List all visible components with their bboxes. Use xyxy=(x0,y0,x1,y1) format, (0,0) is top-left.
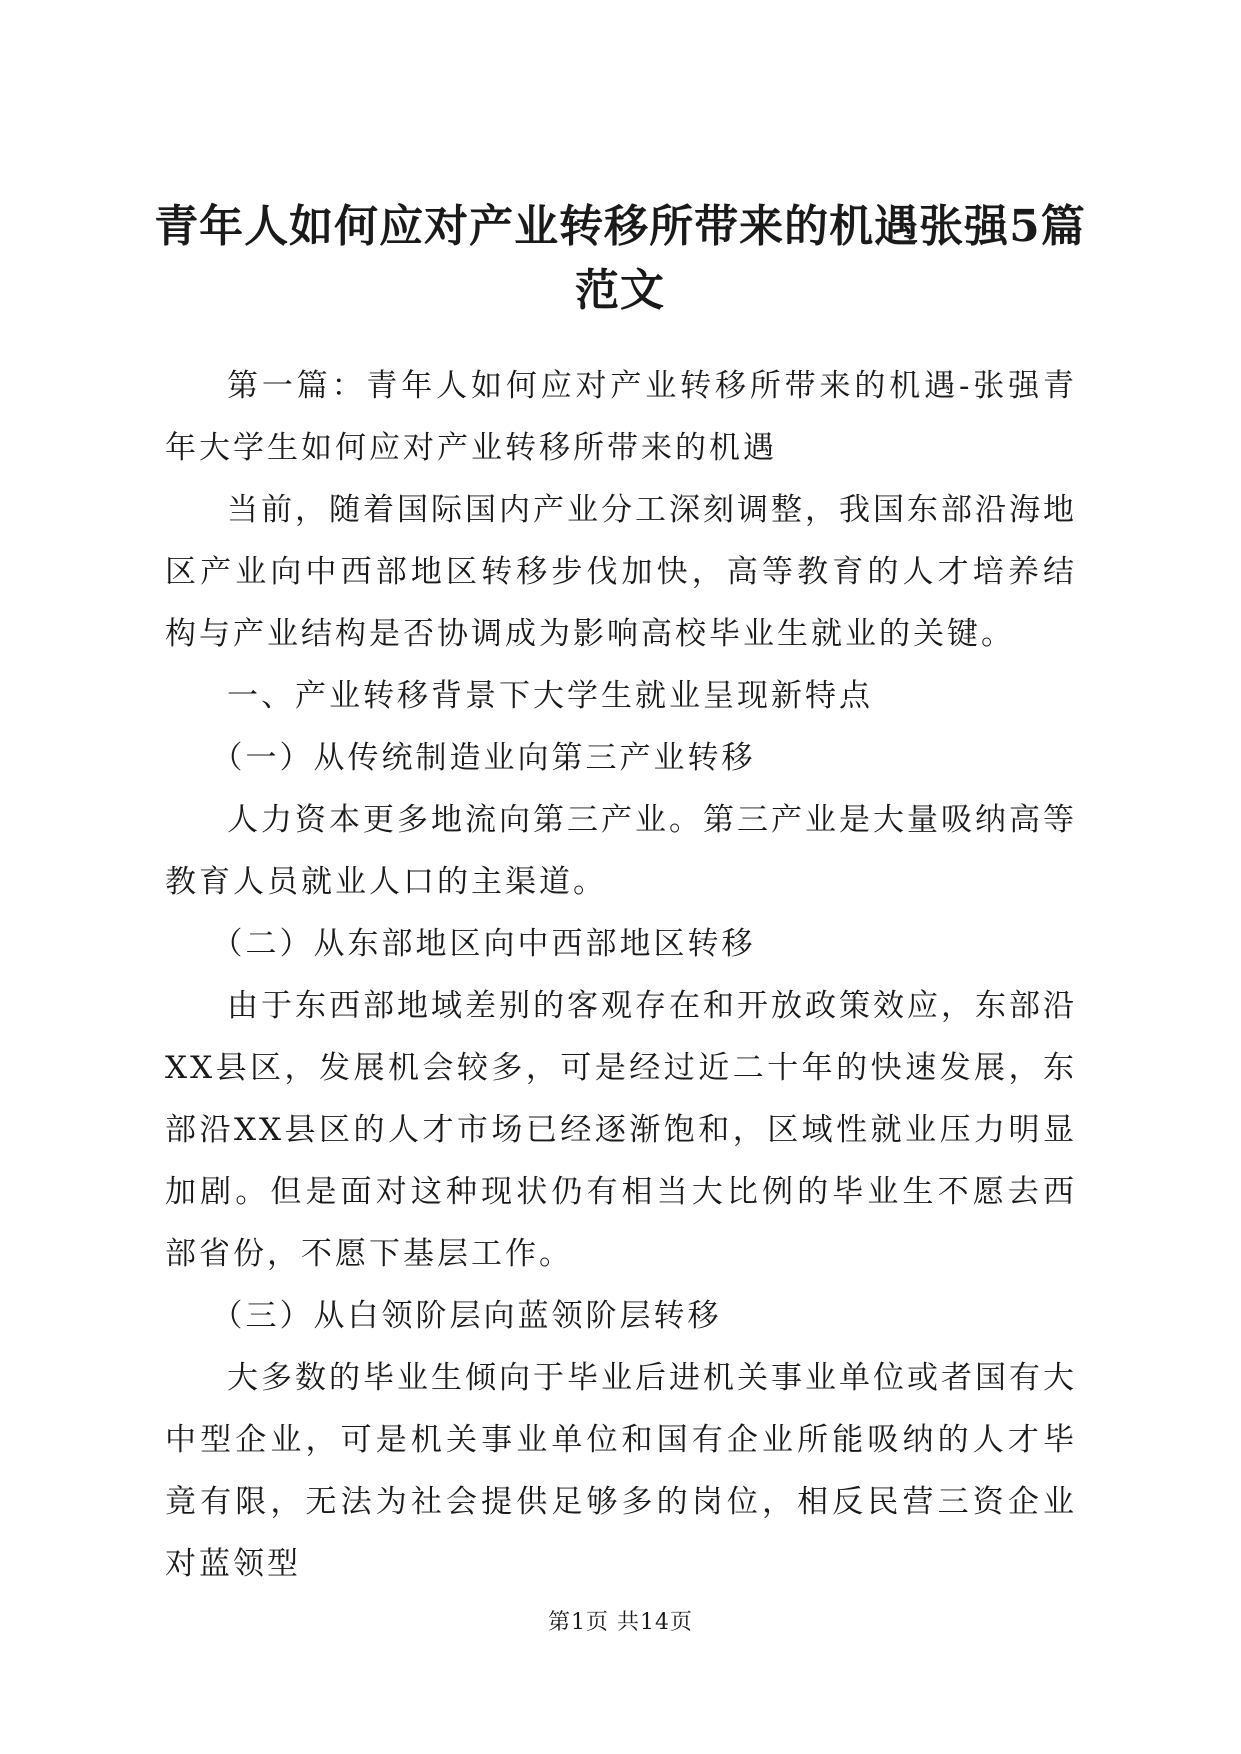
subsection-heading-2: （二）从东部地区向中西部地区转移 xyxy=(211,926,756,962)
page-footer: 第1页 共14页 xyxy=(548,1610,693,1635)
paragraph-white-blue-collar: 大多数的毕业生倾向于毕业后进机关事业单位或者国有大中型企业，可是机关事业单位和国有企业所能吸纳的人才毕竟有限，无法为社会提供足够多的岗位，相反民营三资企业对蓝领型 xyxy=(165,1360,1077,1582)
document-body xyxy=(165,355,1077,1595)
paragraph-tertiary-industry: 人力资本更多地流向第三产业。第三产业是大量吸纳高等教育人员就业人口的主渠道。 xyxy=(165,802,1077,900)
paragraph-east-west: 由于东西部地域差别的客观存在和开放政策效应，东部沿XX县区，发展机会较多，可是经过近二十年的快速发展，东部沿XX县区的人才市场已经逐渐饱和，区域性就业压力明显加剧。但是面对这种现状仍有相当大比例的毕业生不愿去西部省份，不愿下基层工作。 xyxy=(165,988,1077,1272)
subsection-heading-1: （一）从传统制造业向第三产业转移 xyxy=(211,740,756,776)
paragraph-background: 当前，随着国际国内产业分工深刻调整，我国东部沿海地区产业向中西部地区转移步伐加快，高等教育的人才培养结构与产业结构是否协调成为影响高校毕业生就业的关键。 xyxy=(165,492,1077,652)
document-title: 青年人如何应对产业转移所带来的机遇张强5篇范文 xyxy=(154,201,1086,316)
section-heading-1: 一、产业转移背景下大学生就业呈现新特点 xyxy=(227,678,873,714)
paragraph-intro: 第一篇：青年人如何应对产业转移所带来的机遇-张强青年大学生如何应对产业转移所带来的机遇 xyxy=(165,368,1077,466)
subsection-heading-3: （三）从白领阶层向蓝领阶层转移 xyxy=(211,1298,722,1334)
